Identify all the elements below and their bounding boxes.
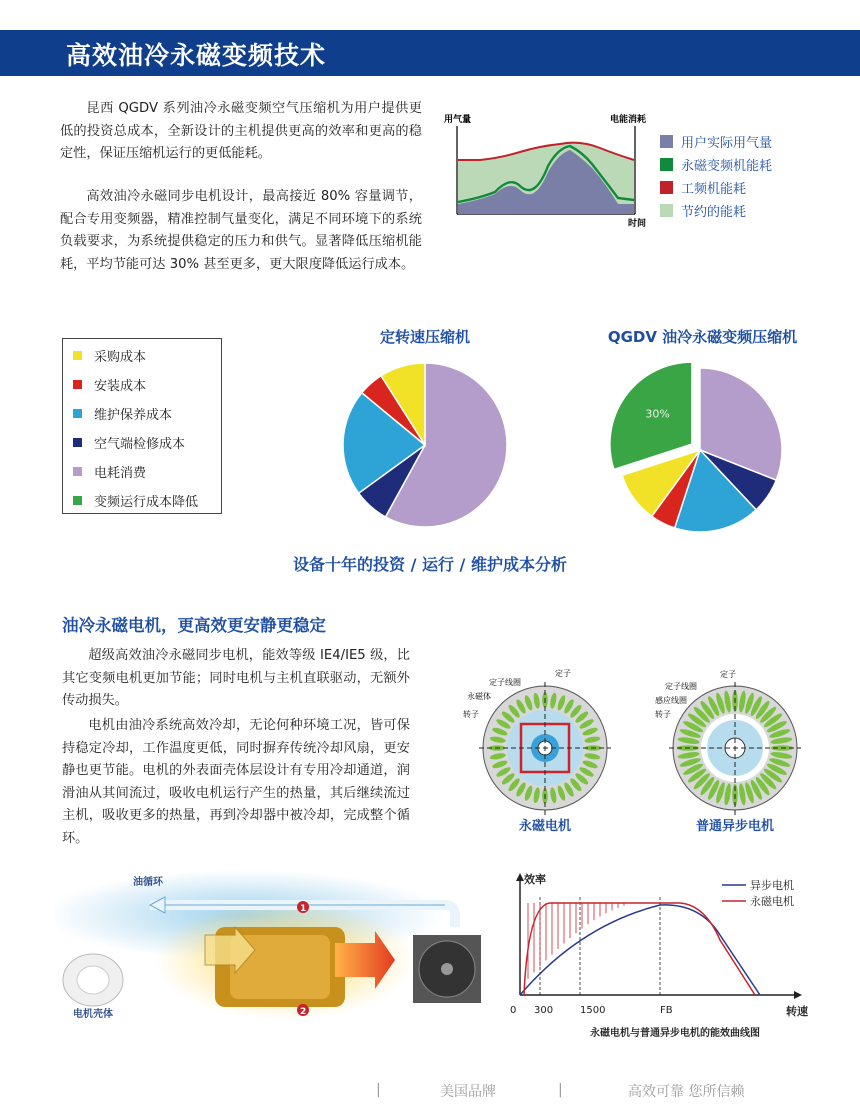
energy-legend-label: 永磁变频机能耗	[681, 159, 773, 174]
legend-swatch	[73, 467, 82, 476]
x-tick-label: 300	[534, 1005, 554, 1016]
energy-x-label: 时间	[628, 219, 647, 229]
legend-swatch	[73, 496, 82, 505]
footer-slogan: 高效可靠 您所信赖	[628, 1084, 745, 1100]
cost-legend	[62, 338, 222, 514]
label-induction-coil: 感应线圈	[655, 696, 687, 705]
label-stator-coil: 定子线圈	[489, 678, 521, 687]
page-title: 高效油冷永磁变频技术	[66, 41, 327, 70]
cost-legend-item	[73, 345, 146, 365]
pm-motor-diagram	[455, 665, 625, 835]
pie-2-title: QGDV 油冷永磁变频压缩机	[607, 328, 798, 346]
cost-legend-item	[73, 461, 146, 481]
legend-label: 永磁电机	[750, 895, 794, 908]
pie-chart-qgdv	[605, 355, 795, 540]
cooler-hub	[441, 963, 453, 975]
housing-label: 电机壳体	[73, 1009, 113, 1020]
legend-swatch	[660, 204, 673, 217]
cost-legend-item	[73, 432, 185, 452]
energy-legend-label: 节约的能耗	[681, 205, 747, 220]
oil-cooling-illustration	[55, 865, 495, 1030]
marker-2-label: 2	[300, 1007, 307, 1017]
energy-y-label: 用气量	[444, 115, 472, 125]
motor-paragraph-2: 电机由油冷系统高效冷却，无论何种环境工况，皆可保持稳定冷却，工作温度更低，同时摒弃传统冷却风扇，更安静也更节能。电机的外表面壳体层设计有专用冷却通道，润滑油从其间流过，吸收电机运行产生的热量，其后继续流过主机，吸收更多的热量，再到冷却器中被冷却，完成整个循环。	[62, 718, 410, 846]
x-tick-label: FB	[660, 1005, 673, 1016]
cost-legend-item	[73, 490, 198, 510]
x-axis-arrow	[794, 991, 802, 999]
intro-paragraph-1: 昆西 QGDV 系列油冷永磁变频空气压缩机为用户提供更低的投资总成本，全新设计的主机提供更高的效率和更高的稳定性，保证压缩机运行的更低能耗。	[60, 101, 422, 161]
marker-1-label: 1	[300, 904, 307, 914]
energy-legend-label: 工频机能耗	[681, 182, 747, 197]
legend-swatch	[73, 351, 82, 360]
x-tick-label: 1500	[580, 1005, 606, 1016]
x-axis-label: 转速	[786, 1005, 808, 1018]
y-axis-arrow	[516, 873, 524, 881]
x-tick-label: 0	[510, 1005, 517, 1016]
energy-legend	[660, 130, 772, 222]
motor-paragraph-1: 超级高效油冷永磁同步电机，能效等级 IE4/IE5 级，比其它变频电机更加节能；同时电机与主机直联驱动，无额外传动损失。	[62, 648, 410, 708]
y-axis-label: 效率	[524, 873, 546, 886]
cost-legend-label: 安装成本	[94, 378, 147, 394]
cost-legend-label: 采购成本	[94, 349, 147, 365]
energy-legend-label: 用户实际用气量	[681, 136, 773, 151]
label-stator-coil: 定子线圈	[665, 682, 697, 691]
legend-swatch	[660, 135, 673, 148]
legend-swatch	[73, 380, 82, 389]
energy-legend-item	[660, 199, 772, 222]
async-motor-caption: 普通异步电机	[695, 819, 774, 834]
legend-swatch	[73, 409, 82, 418]
footer-brand: 美国品牌	[440, 1084, 496, 1100]
cost-legend-item	[73, 374, 146, 394]
energy-legend-item	[660, 153, 772, 176]
label-magnet: 永磁体	[467, 692, 491, 701]
label-rotor: 转子	[655, 710, 671, 719]
cost-legend-label: 变频运行成本降低	[94, 494, 199, 510]
efficiency-curve-chart	[500, 865, 820, 1035]
pie-chart-fixed-speed	[335, 355, 515, 535]
legend-swatch	[73, 438, 82, 447]
cost-legend-label: 维护保养成本	[94, 407, 173, 423]
cost-legend-label: 空气端检修成本	[94, 436, 186, 452]
motor-housing-bore	[77, 966, 109, 994]
legend-label: 异步电机	[750, 879, 794, 892]
cost-legend-label: 电耗消费	[94, 465, 147, 481]
legend-swatch	[660, 181, 673, 194]
energy-legend-item	[660, 130, 772, 153]
pie-slice-label: 30%	[645, 407, 670, 421]
pie-1-title: 定转速压缩机	[379, 328, 470, 346]
legend-swatch	[660, 158, 673, 171]
intro-paragraph-2: 高效油冷永磁同步电机设计，最高接近 80% 容量调节，配合专用变频器，精准控制气量变化，满足不同环境下的系统负载要求，为系统提供稳定的压力和供气。显著降低压缩机能耗，平均节能可达 30% 甚至更多，更大限度降低运行成本。	[60, 189, 422, 272]
async-motor-diagram	[640, 665, 810, 835]
cost-legend-item	[73, 403, 172, 423]
pm-motor-caption: 永磁电机	[518, 819, 571, 834]
series-async-line	[520, 905, 760, 995]
energy-legend-item	[660, 176, 772, 199]
energy-y2-label: 电能消耗	[610, 115, 647, 125]
label-rotor: 转子	[463, 710, 479, 719]
energy-area-chart	[440, 110, 650, 230]
label-stator: 定子	[555, 669, 571, 678]
label-stator: 定子	[720, 670, 736, 679]
footer-divider: |	[558, 1082, 563, 1098]
efficiency-chart-title: 永磁电机与普通异步电机的能效曲线图	[590, 1028, 760, 1039]
cost-analysis-title: 设备十年的投资 / 运行 / 维护成本分析	[293, 555, 567, 574]
series-pm-line	[524, 903, 755, 995]
footer-divider: |	[376, 1082, 381, 1098]
oil-loop-label: 油循环	[133, 877, 163, 888]
motor-section-heading: 油冷永磁电机，更高效更安静更稳定	[62, 616, 326, 635]
